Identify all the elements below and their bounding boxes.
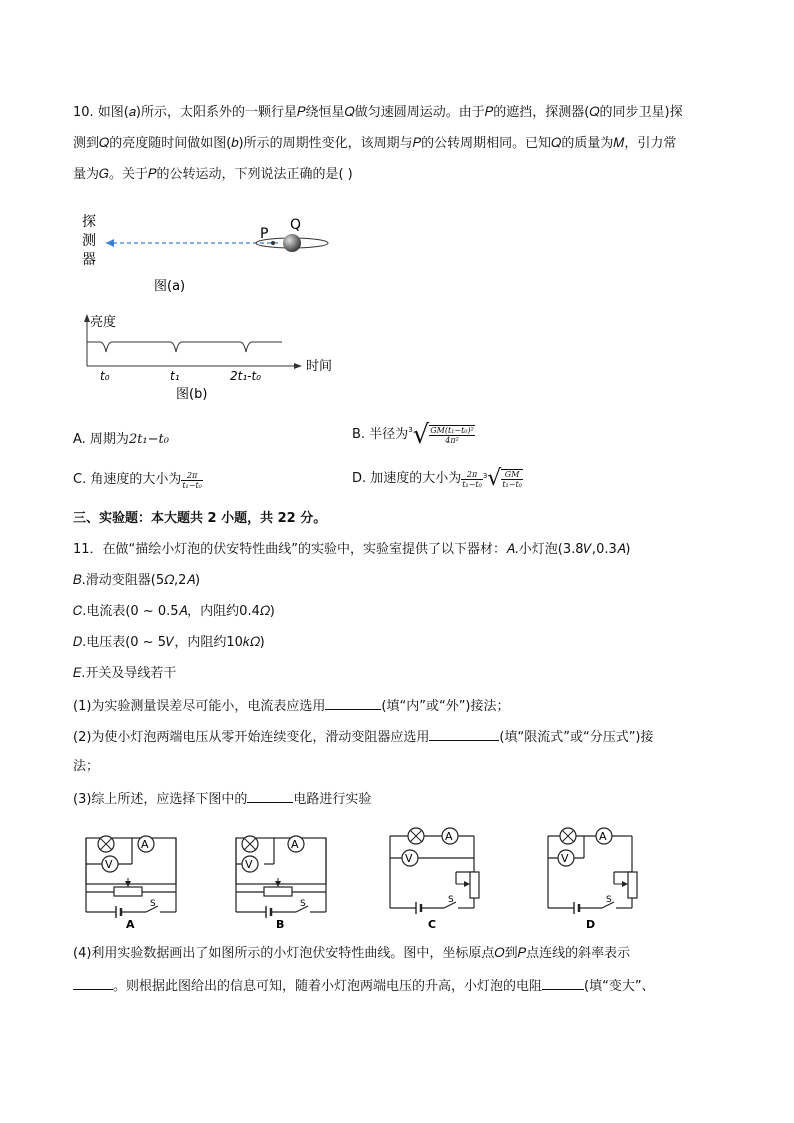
option-d-root-index: 3 <box>482 472 488 480</box>
circuit-a-label: A <box>126 918 135 931</box>
option-a-prefix: A. 周期为 <box>73 432 129 447</box>
circuit-diagrams <box>70 822 650 932</box>
answer-blank-5[interactable] <box>542 975 584 990</box>
arrow-head-icon <box>106 239 114 247</box>
svg-text:V: V <box>405 852 413 865</box>
q11-part-1 <box>73 695 510 717</box>
detector-char-1: 探 <box>82 214 96 230</box>
x-arrow-icon <box>294 363 302 369</box>
q11-part-4-mid: 。则根据此图给出的信息可知，随着小灯泡两端电压的升高，小灯泡的电阻 <box>113 979 543 994</box>
option-d-den: t₁−t₀ <box>462 479 482 489</box>
svg-text:V: V <box>245 858 253 871</box>
svg-text:S: S <box>300 899 306 909</box>
q11-item-b: 𝐵.滑动变阻器(5𝛺,2𝐴) <box>73 573 201 588</box>
figure-b <box>70 308 350 403</box>
option-c[interactable] <box>73 470 203 491</box>
circuit-c <box>390 828 479 931</box>
q11-line-1: 11．在做“描绘小灯泡的伏安特性曲线”的实验中，实验室提供了以下器材：𝐴.小灯泡(3.8𝑉,0.3𝐴) <box>73 542 631 557</box>
figure-a <box>70 210 340 300</box>
svg-text:A: A <box>599 830 607 843</box>
circuit-d <box>548 828 637 931</box>
q11-item-e: 𝐸.开关及导线若干 <box>73 666 177 681</box>
option-d-rden: t₁−t₀ <box>502 480 522 489</box>
svg-text:V: V <box>561 852 569 865</box>
svg-text:A: A <box>291 838 299 851</box>
rheostat-icon <box>470 872 479 898</box>
y-label: 亮度 <box>90 315 117 330</box>
q11-part-1-post: (填“内”或“外”)接法； <box>381 699 510 714</box>
q11-part-2-post: (填“限流式”或“分压式”)接 <box>499 730 654 745</box>
option-d-prefix: D. 加速度的大小为 <box>352 471 462 486</box>
q10-line-3: 量为𝐺。关于𝑃的公转运动，下列说法正确的是( ) <box>73 167 353 182</box>
sqrt-icon: √ <box>412 420 430 450</box>
svg-text:S: S <box>150 899 156 909</box>
circuit-b-label: B <box>276 918 285 931</box>
x-label: 时间 <box>306 359 333 374</box>
circuit-d-label: D <box>586 918 596 931</box>
q11-item-d: 𝐷.电压表(0 ~ 5𝑉，内阻约10𝑘𝛺) <box>73 635 265 650</box>
circuit-c-label: C <box>428 918 437 931</box>
q11-part-4-line-1: (4)利用实验数据画出了如图所示的小灯泡伏安特性曲线。图中，坐标原点𝑂到𝑃点连线的斜率表示 <box>73 946 631 961</box>
rheostat-icon <box>628 872 637 898</box>
svg-text:A: A <box>141 838 149 851</box>
planet-p <box>271 241 275 245</box>
option-b-num: GM(t₁−t₀)² <box>430 426 474 435</box>
option-a-expr: 2𝑡₁−𝑡₀ <box>128 432 169 447</box>
tick-t1: t₁ <box>170 369 180 383</box>
option-d-root-frac <box>501 469 523 489</box>
q11-part-2 <box>73 726 654 748</box>
brightness-curve <box>87 342 282 352</box>
q11-part-4-line-2 <box>73 975 655 997</box>
q11-part-3-pre: (3)综上所述，应选择下图中的 <box>73 792 248 807</box>
caption-b: 图(b) <box>176 387 208 402</box>
circuit-b <box>236 836 326 931</box>
q11-part-4-end: (填“变大”、 <box>584 979 655 994</box>
option-d-frac <box>461 470 483 489</box>
option-d[interactable] <box>352 466 523 492</box>
option-d-num: 2π <box>461 470 483 480</box>
svg-text:A: A <box>445 830 453 843</box>
q11-part-2-pre: (2)为使小灯泡两端电压从零开始连续变化，滑动变阻器应选用 <box>73 730 430 745</box>
q11-part-2-cont: 法； <box>73 759 100 774</box>
option-b-den: 4π² <box>445 436 459 445</box>
option-b-frac <box>429 425 475 445</box>
svg-text:V: V <box>105 858 113 871</box>
q11-item-c: 𝐶.电流表(0 ~ 0.5𝐴，内阻约0.4𝛺) <box>73 604 275 619</box>
circuit-a <box>86 836 176 931</box>
tick-2t1-t0: 2t₁-t₀ <box>230 369 261 383</box>
option-c-den: t₁−t₀ <box>182 480 202 490</box>
caption-a: 图(a) <box>154 279 186 294</box>
option-b-root-index: 3 <box>408 426 413 434</box>
svg-text:S: S <box>448 895 454 905</box>
option-c-num: 2π <box>181 471 203 481</box>
detector-char-2: 测 <box>82 233 96 249</box>
rheostat-icon <box>114 887 142 896</box>
option-a[interactable] <box>73 430 169 450</box>
label-p: P <box>260 226 269 242</box>
svg-text:S: S <box>606 895 612 905</box>
q11-part-1-pre: (1)为实验测量误差尽可能小，电流表应选用 <box>73 699 326 714</box>
option-d-rnum: GM <box>501 470 523 480</box>
label-q: Q <box>290 217 302 233</box>
option-c-prefix: C. 角速度的大小为 <box>73 472 182 487</box>
q11-part-3-post: 电路进行实验 <box>293 792 372 807</box>
detector-char-3: 器 <box>82 252 96 268</box>
q10-line-2: 测到𝑄的亮度随时间做如图(𝑏)所示的周期性变化，该周期与𝑃的公转周期相同。已知𝑄的质量为𝑀，引力常 <box>73 136 677 151</box>
answer-blank-4[interactable] <box>73 975 113 990</box>
sqrt-icon: √ <box>487 466 502 491</box>
answer-blank-2[interactable] <box>429 726 499 741</box>
answer-blank-1[interactable] <box>325 695 381 710</box>
q10-line-1: 10. 如图(𝑎)所示，太阳系外的一颗行星𝑃绕恒星𝑄做匀速圆周运动。由于𝑃的遮挡，探测器(𝑄的同步卫星)探 <box>73 105 683 120</box>
option-c-frac <box>181 471 203 490</box>
star-q <box>283 234 301 252</box>
section-3-heading: 三、实验题：本大题共 2 小题，共 22 分。 <box>73 511 327 526</box>
q11-part-3 <box>73 788 371 810</box>
rheostat-icon <box>264 887 292 896</box>
option-b-prefix: B. 半径为 <box>352 427 409 442</box>
tick-t0: t₀ <box>100 369 110 383</box>
answer-blank-3[interactable] <box>247 788 293 803</box>
option-b[interactable] <box>352 420 475 450</box>
